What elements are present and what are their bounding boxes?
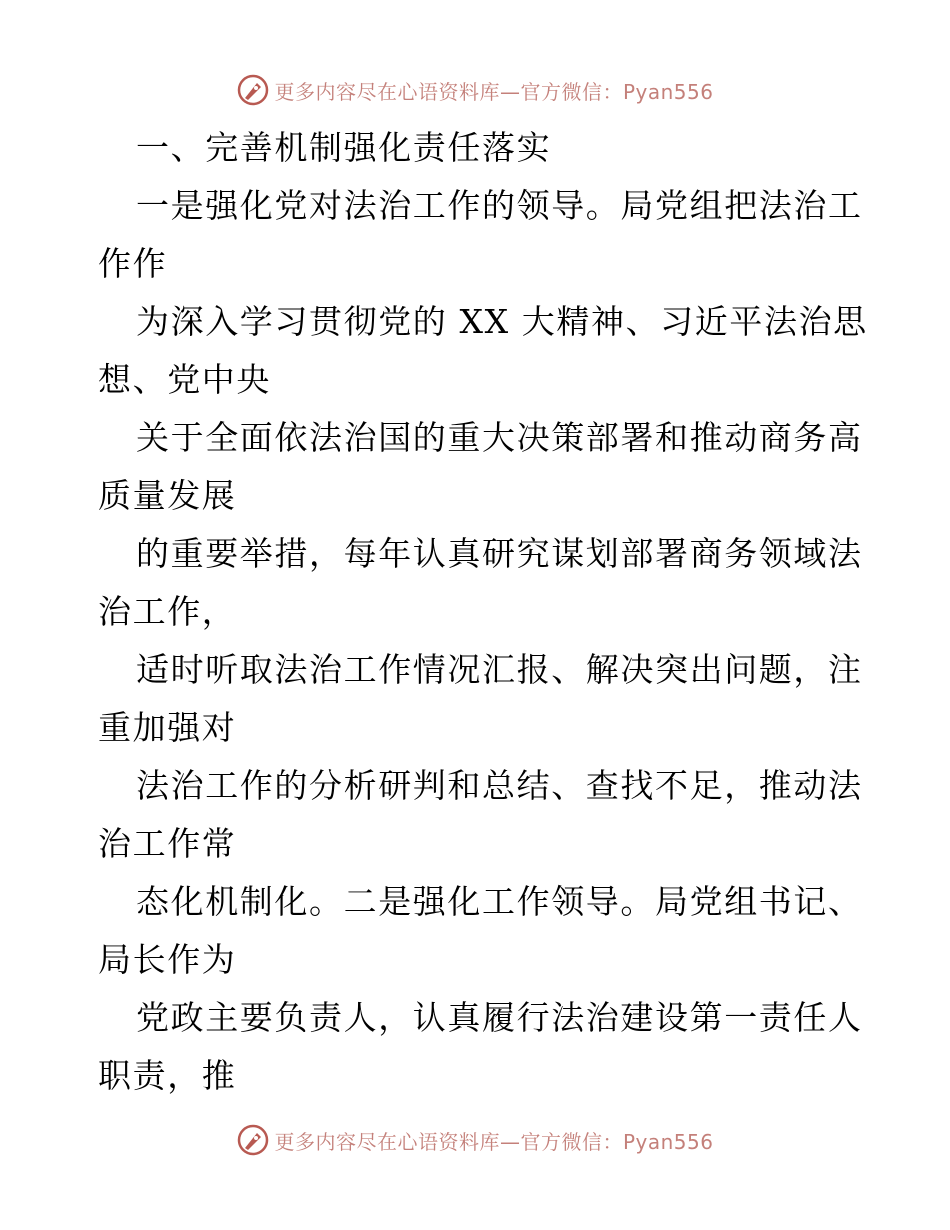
paragraph-line: 治工作， bbox=[98, 592, 237, 631]
paragraph-line: 适时听取法治工作情况汇报、解决突出问题，注 bbox=[136, 650, 863, 689]
paragraph-line: 想、党中央 bbox=[98, 360, 271, 399]
paragraph-line: 治工作常 bbox=[98, 824, 237, 863]
paragraph-line: 职责，推 bbox=[98, 1056, 237, 1095]
paragraph-line: 为深入学习贯彻党的 XX 大精神、习近平法治思 bbox=[136, 302, 868, 341]
pen-nib-logo-icon bbox=[236, 1123, 270, 1157]
paragraph-line: 重加强对 bbox=[98, 708, 237, 747]
paragraph-line: 局长作为 bbox=[98, 940, 237, 979]
watermark-text: 更多内容尽在心语资料库—官方微信：Pyan556 bbox=[274, 79, 714, 104]
paragraph-line: 质量发展 bbox=[98, 476, 237, 515]
pen-nib-logo-icon bbox=[236, 73, 270, 107]
paragraph-line: 法治工作的分析研判和总结、查找不足，推动法 bbox=[136, 766, 863, 805]
watermark-text: 更多内容尽在心语资料库—官方微信：Pyan556 bbox=[274, 1129, 714, 1154]
header-watermark bbox=[0, 70, 950, 110]
paragraph-line: 态化机制化。二是强化工作领导。局党组书记、 bbox=[136, 882, 863, 921]
paragraph-line: 一是强化党对法治工作的领导。局党组把法治工 bbox=[136, 186, 863, 225]
paragraph-line: 的重要举措，每年认真研究谋划部署商务领域法 bbox=[136, 534, 863, 573]
paragraph-line: 关于全面依法治国的重大决策部署和推动商务高 bbox=[136, 418, 863, 457]
paragraph-line: 党政主要负责人，认真履行法治建设第一责任人 bbox=[136, 998, 863, 1037]
section-heading: 一、完善机制强化责任落实 bbox=[136, 128, 552, 167]
footer-watermark bbox=[0, 1120, 950, 1160]
paragraph-line: 作作 bbox=[98, 244, 168, 283]
